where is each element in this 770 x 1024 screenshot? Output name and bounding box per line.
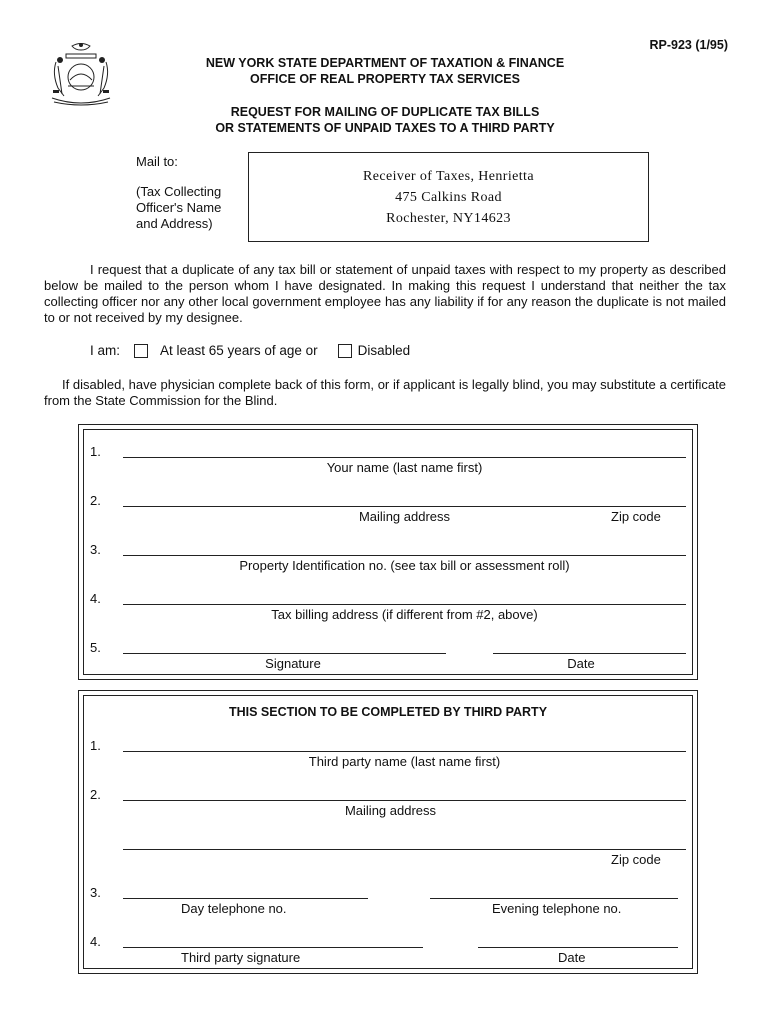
form-title-line1: REQUEST FOR MAILING OF DUPLICATE TAX BILLS [230,105,540,119]
department-name: NEW YORK STATE DEPARTMENT OF TAXATION & FINANCE [205,56,565,70]
eligibility-row [90,343,410,358]
applicant-signature-label: Signature [265,656,321,671]
item-number-5: 5. [90,640,101,655]
property-id-field[interactable] [123,555,686,556]
item-number-4: 4. [90,591,101,606]
applicant-mailing-address-field[interactable] [123,506,686,507]
third-party-mailing-address-field[interactable] [123,800,686,801]
form-number: RP-923 (1/95) [649,38,728,52]
mail-to-note-1: (Tax Collecting [136,184,222,199]
new-york-state-seal-icon [48,40,114,106]
third-party-heading: THIS SECTION TO BE COMPLETED BY THIRD PARTY [228,705,548,719]
mail-to-address-box [248,152,649,242]
item-number-3: 3. [90,542,101,557]
applicant-name-field[interactable] [123,457,686,458]
mail-to-label-group [136,154,221,232]
tax-billing-address-field[interactable] [123,604,686,605]
address-line-3: Rochester, NY14623 [386,211,511,226]
third-party-name-field[interactable] [123,751,686,752]
applicant-zip-label: Zip code [611,509,661,524]
age-65-label: At least 65 years of age or [160,343,318,358]
mail-to-note-3: and Address) [136,216,213,231]
request-statement-text: I request that a duplicate of any tax bill or statement of unpaid taxes with respect to my property as described below be mailed to the person whom I have designated. In making this request I understand that neither the tax collecting officer nor any other local government employee has any liability if for any reason the duplicate is not mailed to or not received by my designee. [44,262,726,325]
address-line-1: Receiver of Taxes, Henrietta [363,169,534,184]
address-line-2: 475 Calkins Road [395,190,502,205]
disabled-label: Disabled [357,343,411,358]
office-name: OFFICE OF REAL PROPERTY TAX SERVICES [250,72,520,86]
tp-item-number-4: 4. [90,934,101,949]
tax-billing-address-label: Tax billing address (if different from #2, above) [271,607,538,622]
third-party-section [78,690,698,974]
tp-item-number-3: 3. [90,885,101,900]
age-65-checkbox[interactable] [134,344,148,358]
mail-to-note-2: Officer's Name [136,200,222,215]
third-party-date-label: Date [558,950,586,965]
mail-to-label: Mail to: [136,154,178,169]
day-telephone-field[interactable] [123,898,368,899]
day-telephone-label: Day telephone no. [181,901,287,916]
form-title-line2: OR STATEMENTS OF UNPAID TAXES TO A THIRD PARTY [215,121,555,135]
applicant-name-label: Your name (last name first) [326,460,483,475]
i-am-label: I am: [90,343,121,358]
request-statement [44,262,726,326]
disabled-instructions-text: If disabled, have physician complete back of this form, or if applicant is legally blind, you may substitute a certificate from the State Commission for the Blind. [44,377,726,408]
evening-telephone-field[interactable] [430,898,678,899]
third-party-signature-label: Third party signature [181,950,301,965]
disabled-checkbox[interactable] [338,344,352,358]
applicant-date-label: Date [567,656,595,671]
third-party-mailing-address-line2-field[interactable] [123,849,686,850]
item-number-1: 1. [90,444,101,459]
third-party-signature-field[interactable] [123,947,423,948]
third-party-mailing-address-label: Mailing address [344,803,437,818]
evening-telephone-label: Evening telephone no. [492,901,622,916]
item-number-2: 2. [90,493,101,508]
tp-item-number-1: 1. [90,738,101,753]
applicant-date-field[interactable] [493,653,686,654]
property-id-label: Property Identification no. (see tax bill or assessment roll) [239,558,570,573]
third-party-name-label: Third party name (last name first) [308,754,501,769]
third-party-zip-label: Zip code [611,852,661,867]
applicant-signature-field[interactable] [123,653,446,654]
tp-item-number-2: 2. [90,787,101,802]
disabled-instructions [44,377,726,409]
applicant-mailing-address-label: Mailing address [358,509,451,524]
third-party-date-field[interactable] [478,947,678,948]
